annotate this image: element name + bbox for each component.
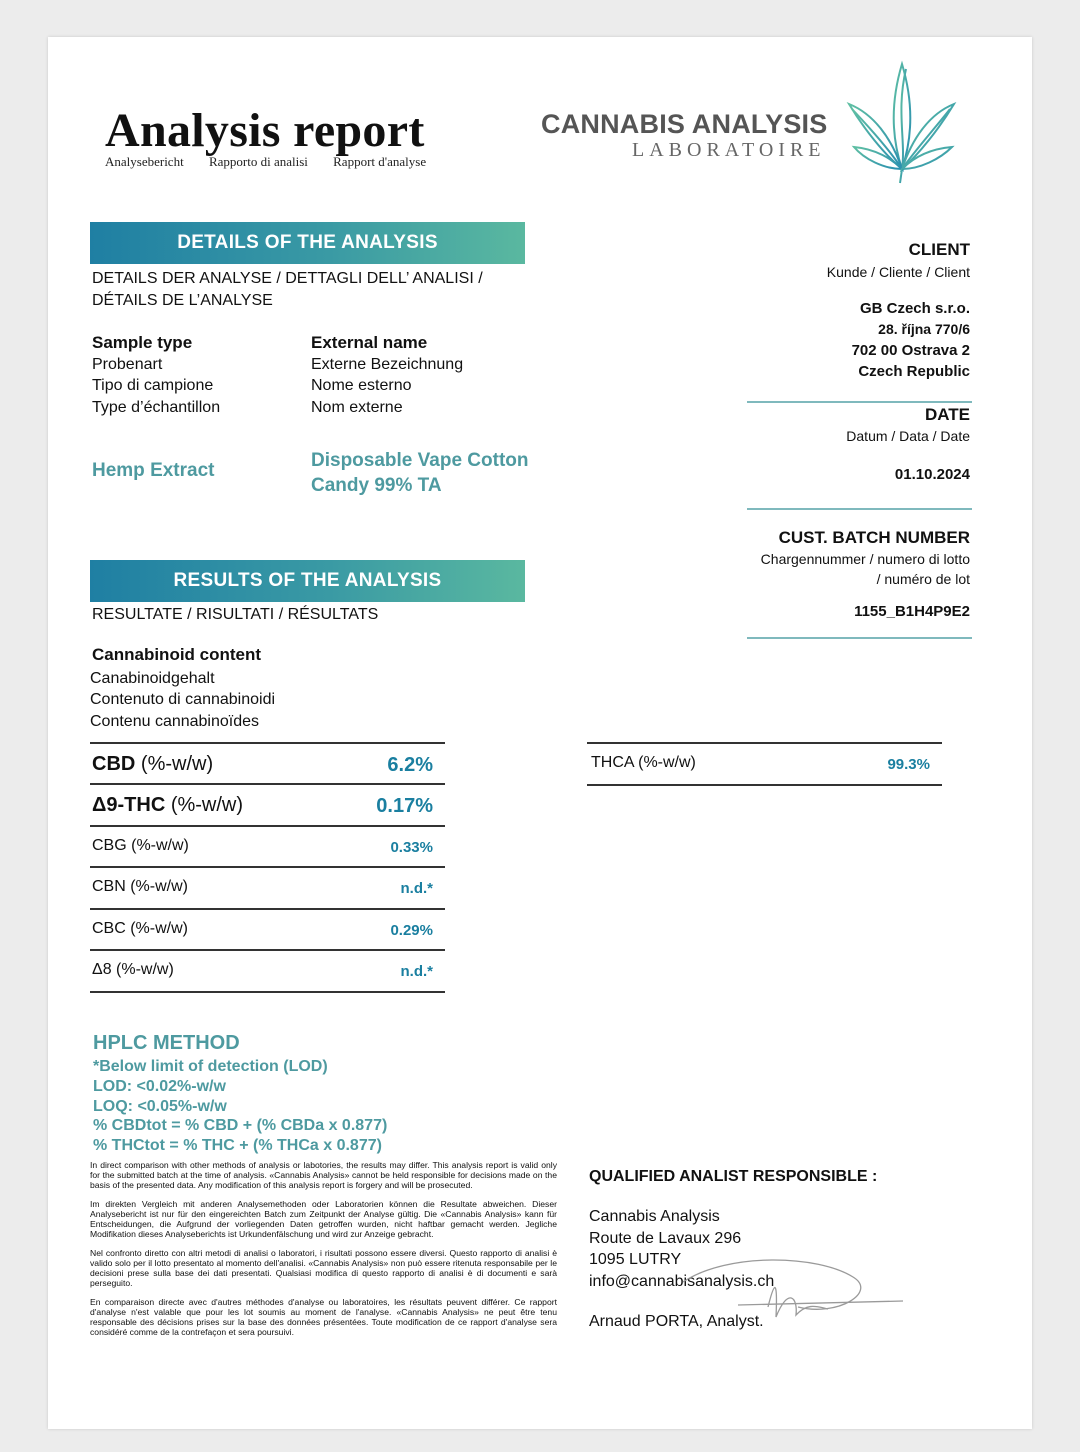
external-name-label: External name	[311, 333, 428, 352]
details-subtitle: DETAILS DER ANALYSE / DETTAGLI DELL’ ANALISI / DÉTAILS DE L’ANALYSE	[92, 270, 483, 309]
cannabinoid-content-block: Cannabinoid content Canabinoidgehalt Contenuto di cannabinoidi Contenu cannabinoïdes	[90, 645, 276, 730]
row-name: CBN (%-w/w)	[92, 878, 188, 895]
row-name: CBC (%-w/w)	[92, 920, 188, 937]
row-value: 99.3%	[887, 756, 930, 773]
row-value: 0.17%	[376, 795, 433, 817]
table-row-cbc	[90, 910, 445, 951]
row-value: n.d.*	[400, 963, 433, 980]
method-title: HPLC METHOD	[93, 1032, 240, 1054]
row-value: 0.29%	[390, 922, 433, 939]
subtitle-it: Rapporto di analisi	[208, 154, 308, 169]
row-unit: (%-w/w)	[140, 753, 214, 775]
table-row-d8	[90, 951, 445, 993]
table-row-cbn	[90, 868, 445, 910]
external-name-block: External name Externe Bezeichnung Nome esterno Nom externe	[311, 333, 464, 416]
sample-type-block: Sample type Probenart Tipo di campione Type d’échantillon	[92, 333, 221, 416]
cannabis-leaf-icon	[844, 59, 959, 184]
cannabinoid-content-label: Cannabinoid content	[92, 645, 262, 664]
date-block: DATE Datum / Data / Date 01.10.2024	[670, 405, 970, 483]
report-title: Analysis report	[105, 104, 425, 157]
row-value: 0.33%	[390, 839, 433, 856]
row-name: CBG (%-w/w)	[92, 837, 189, 854]
batch-label: CUST. BATCH NUMBER	[778, 528, 970, 547]
method-notes: *Below limit of detection (LOD) LOD: <0.02%-w/w LOQ: <0.05%-w/w % CBDtot = % CBD + (% CBDa x 0.877) % THCtot = % THC + (% THCa x 0.877)	[93, 1058, 388, 1155]
report-page	[48, 37, 1032, 1429]
legal-disclaimer: In direct comparison with other methods of analysis or labotories, the results may differ. This analysis report is valid only for the submitted batch at the time of analysis. «Cannabis Analysis» cannot be held responsible for decisions made on the basis of the presented data. Any modification of this analysis report is forgery and will be prosecuted. Im direkten Vergleich mit anderen Analysemethoden oder Laboratorien können die Resultate abweichen. Dieser Analysebericht ist nur für den eingereichten Batch zum Zeitpunkt der Analyse gültig. Die «Cannabis Analysis» kann für Entscheidungen, die Aufgrund der vorliegenden Daten getroffen wurden, nicht haftbar gemacht werden. Jegliche Modifikation dieses Analyseberichts ist Urkundenfälschung und wird zur Anzeige gebracht. Nel confronto diretto con altri metodi di analisi o laboratori, i risultati possono essere diversi. Questo rapporto di analisi è valido solo per il lotto presentato al momento dell'analisi. «Cannabis Analysis» non può essere ritenuta responsabile per le decisioni prese sulla base dei dati presentati. Qualsiasi modifica di questo rapporto di analisi è di documenti e sarà perseguito. En comparaison directe avec d'autres méthodes d'analyse ou laboratoires, les résultats peuvent différer. Ce rapport d'analyse n'est valable que pour les lot soumis au moment de l'analyse. «Cannabis Analysis» ne peut être tenu responsable des décisions prises sur la base des données présentées. Toute modification de ce rapport d'analyse sera considéré comme de la contrefaçon et sera poursuivi.	[90, 1160, 557, 1337]
details-bar: DETAILS OF THE ANALYSIS	[90, 222, 525, 264]
row-name: THCA (%-w/w)	[591, 754, 696, 771]
batch-block: CUST. BATCH NUMBER Chargennummer / numero di lotto / numéro de lot 1155_B1H4P9E2	[670, 528, 970, 620]
report-subtitles	[105, 154, 448, 170]
date-label: DATE	[924, 405, 970, 424]
analyst-name: Arnaud PORTA, Analyst.	[589, 1313, 764, 1330]
divider	[747, 508, 972, 510]
responsible-label: QUALIFIED ANALIST RESPONSIBLE :	[589, 1168, 878, 1185]
client-label: CLIENT	[908, 240, 970, 259]
table-row-d9thc	[90, 785, 445, 827]
row-value: 6.2%	[387, 754, 433, 776]
subtitle-de: Analysebericht	[105, 154, 184, 169]
sample-type-value: Hemp Extract	[92, 460, 215, 481]
date-value: 01.10.2024	[894, 466, 970, 483]
subtitle-fr: Rapport d'analyse	[333, 154, 427, 169]
divider	[747, 401, 972, 403]
table-row-cbd	[90, 744, 445, 785]
client-block: CLIENT Kunde / Cliente / Client GB Czech s.r.o. 28. října 770/6 702 00 Ostrava 2 Czech Republic	[670, 240, 970, 382]
results-subtitle: RESULTATE / RISULTATI / RÉSULTATS	[92, 606, 379, 623]
row-value: n.d.*	[400, 880, 433, 897]
row-unit: (%-w/w)	[170, 794, 244, 816]
table-row-thca	[587, 744, 942, 786]
table-row-cbg	[90, 827, 445, 868]
responsible-address: Cannabis Analysis Route de Lavaux 296 1095 LUTRY info@cannabisanalysis.ch	[589, 1206, 774, 1292]
results-bar: RESULTS OF THE ANALYSIS	[90, 560, 525, 602]
sample-type-label: Sample type	[92, 333, 193, 352]
row-name: CBD	[92, 753, 136, 775]
responsible-email: info@cannabisanalysis.ch	[589, 1272, 775, 1290]
client-address: GB Czech s.r.o. 28. října 770/6 702 00 Ostrava 2 Czech Republic	[851, 300, 970, 380]
divider	[747, 637, 972, 639]
external-name-value: Disposable Vape Cotton Candy 99% TA	[311, 450, 529, 496]
row-name: Δ9-THC	[92, 794, 166, 816]
row-name: Δ8 (%-w/w)	[92, 961, 174, 978]
logo-subtitle: LABORATOIRE	[632, 139, 826, 161]
batch-value: 1155_B1H4P9E2	[854, 603, 970, 620]
logo-title: CANNABIS ANALYSIS	[541, 109, 828, 139]
